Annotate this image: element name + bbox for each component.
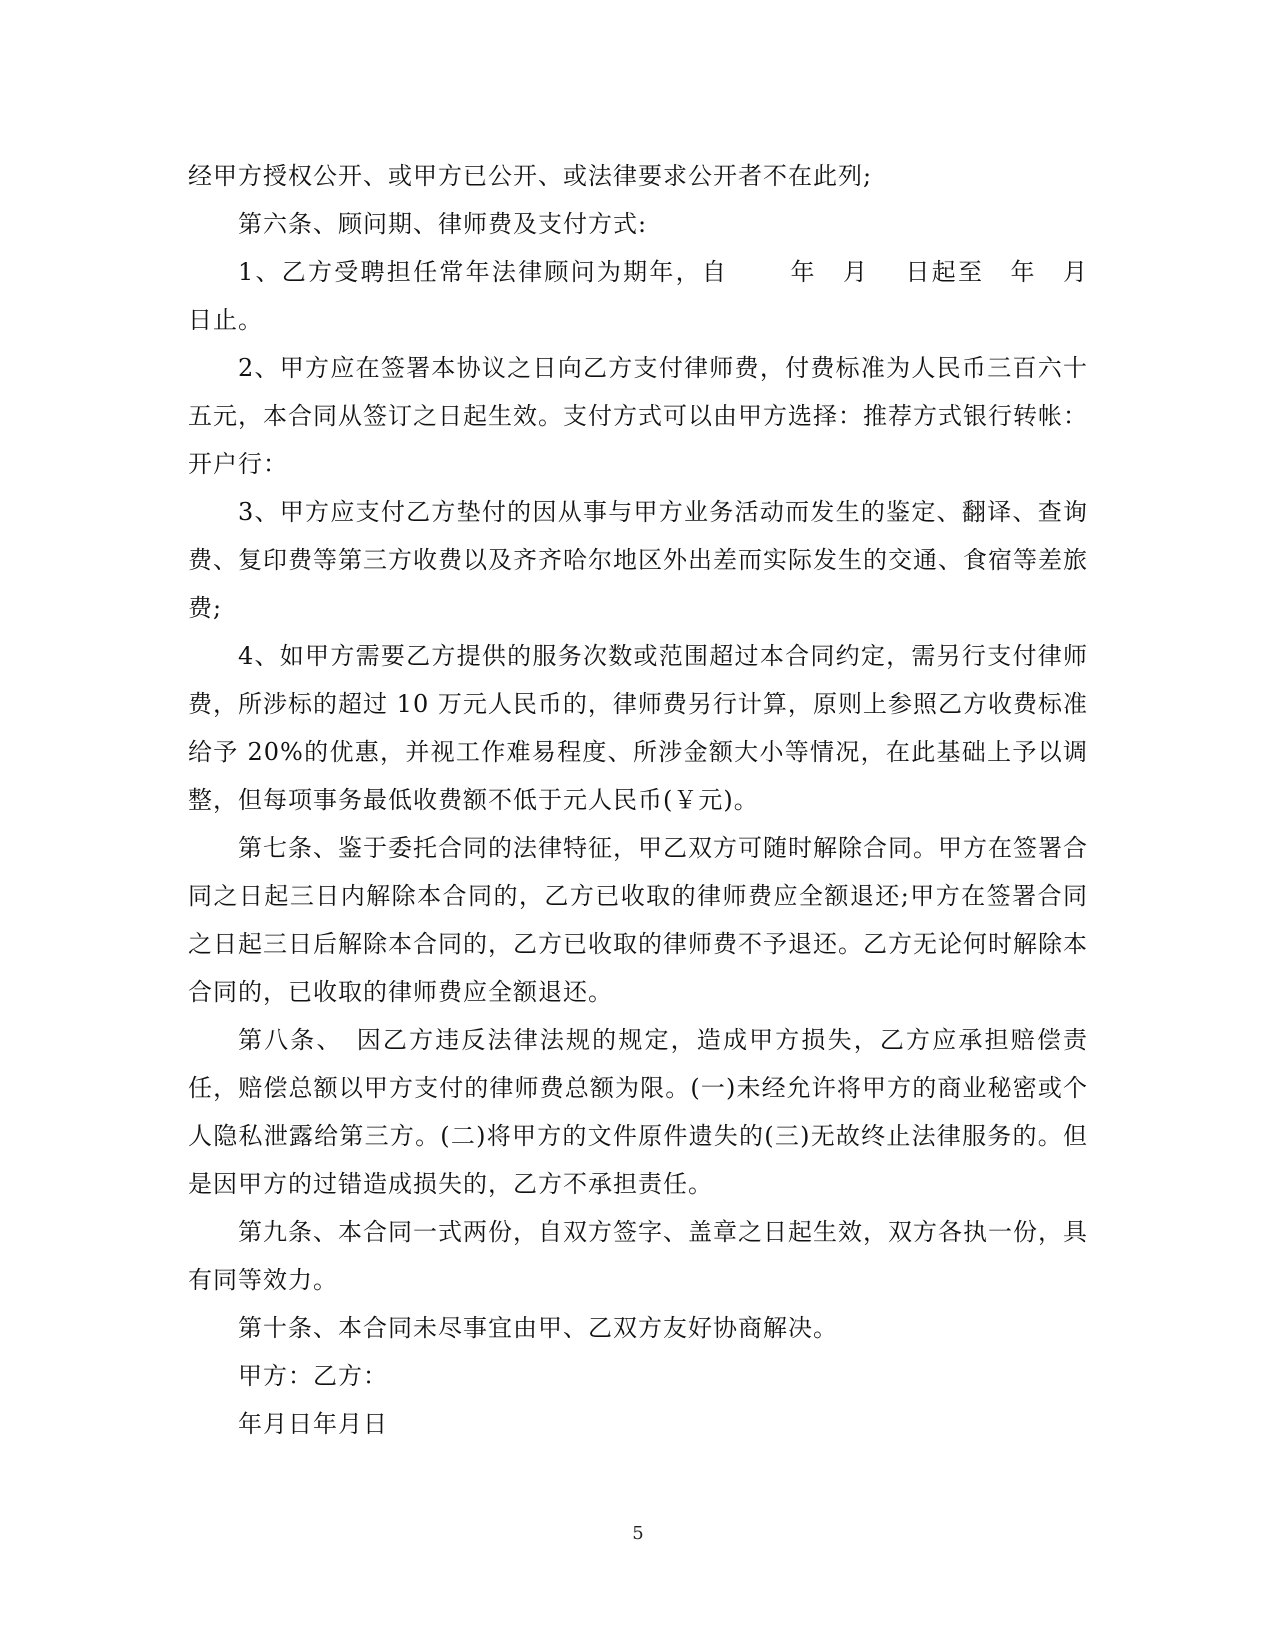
signature-dates: 年月日年月日 (238, 1410, 388, 1438)
article-9: 第九条、本合同一式两份，自双方签字、盖章之日起生效，双方各执一份，具有同等效力。 (188, 1218, 1088, 1294)
paragraph-continuation: 经甲方授权公开、或甲方已公开、或法律要求公开者不在此列; (188, 162, 873, 190)
document-page (188, 0, 1113, 1651)
page-number: 5 (632, 1523, 644, 1544)
article-7: 第七条、鉴于委托合同的法律特征，甲乙双方可随时解除合同。甲方在签署合同之日起三日内解除本合同的，乙方已收取的律师费应全额退还;甲方在签署合同之日起三日后解除本合同的，乙方已收取的律师费不予退还。乙方无论何时解除本合同的，已收取的律师费应全额退还。 (188, 834, 1088, 1006)
article-6-clause-2: 2、甲方应在签署本协议之日向乙方支付律师费，付费标准为人民币三百六十五元，本合同从签订之日起生效。支付方式可以由甲方选择：推荐方式银行转帐：开户行： (188, 354, 1088, 478)
article-10: 第十条、本合同未尽事宜由甲、乙双方友好协商解决。 (238, 1314, 838, 1342)
article-6-clause-1: 1、乙方受聘担任常年法律顾问为期年，自 年 月 日起至 年 月 日止。 (188, 258, 1113, 334)
document-body (188, 152, 1113, 1448)
signature-parties: 甲方：乙方： (238, 1362, 388, 1390)
article-6-heading: 第六条、顾问期、律师费及支付方式: (238, 210, 648, 238)
article-6-clause-3: 3、甲方应支付乙方垫付的因从事与甲方业务活动而发生的鉴定、翻译、查询费、复印费等第三方收费以及齐齐哈尔地区外出差而实际发生的交通、食宿等差旅费; (188, 498, 1088, 622)
article-8: 第八条、 因乙方违反法律法规的规定，造成甲方损失，乙方应承担赔偿责任，赔偿总额以甲方支付的律师费总额为限。(一)未经允许将甲方的商业秘密或个人隐私泄露给第三方。(二)将甲方的文件原件遗失的(三)无故终止法律服务的。但是因甲方的过错造成损失的，乙方不承担责任。 (188, 1026, 1088, 1198)
article-6-clause-4: 4、如甲方需要乙方提供的服务次数或范围超过本合同约定，需另行支付律师费，所涉标的超过 10 万元人民币的，律师费另行计算，原则上参照乙方收费标准给予 20%的优惠，并视工作难易程度、所涉金额大小等情况，在此基础上予以调整，但每项事务最低收费额不低于元人民币(￥元)。 (188, 642, 1088, 814)
